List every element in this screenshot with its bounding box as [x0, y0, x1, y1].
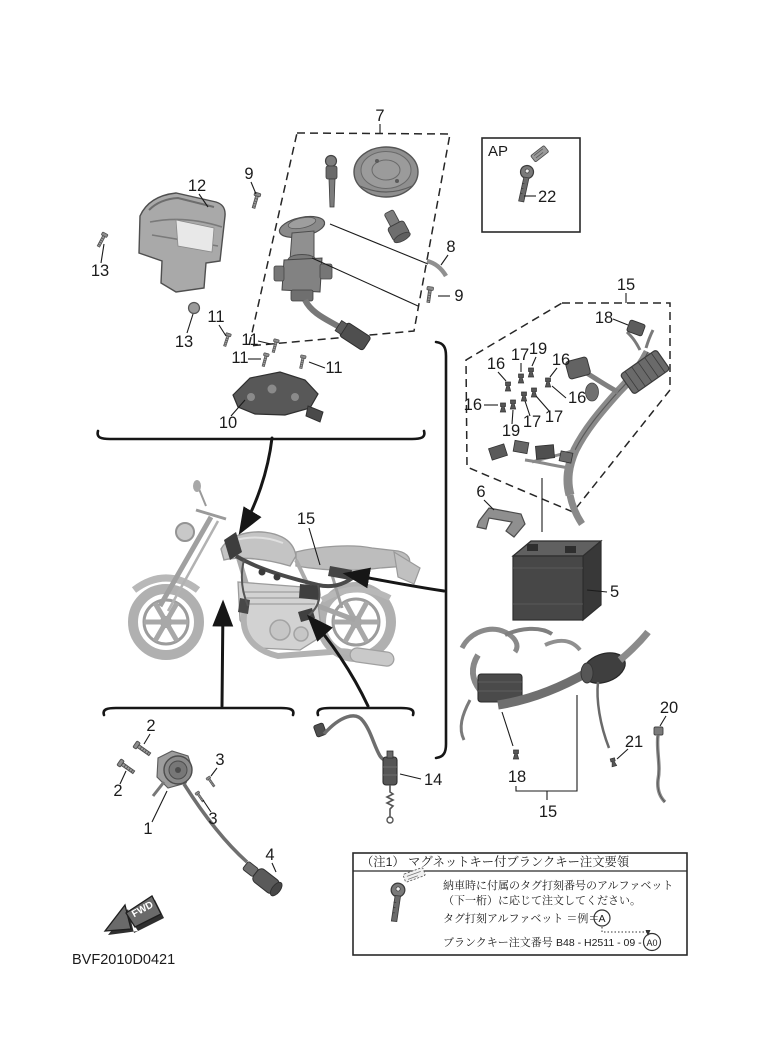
switch-bracket-group	[207, 308, 342, 432]
lock-barrel-part	[381, 208, 412, 245]
callout-6: 6	[476, 483, 486, 501]
clip-19-b	[510, 400, 515, 409]
note-line2: （下一桁）に応じて注文してください。	[443, 895, 641, 907]
part-9-screw-a	[250, 192, 260, 209]
part-3-screw-a	[206, 776, 216, 788]
part-20-band	[654, 727, 665, 802]
horn-stay	[153, 782, 164, 796]
right-brace	[436, 342, 446, 758]
fwd-marker	[105, 896, 164, 935]
leader-18-lower	[502, 712, 513, 746]
clip-17-b	[521, 392, 526, 401]
leader-18-upper	[613, 319, 628, 325]
part-11-screw-c	[261, 353, 270, 367]
clip-19-a	[528, 368, 533, 377]
spring-hook	[387, 817, 393, 823]
lower-wire-harness-group	[461, 629, 678, 821]
clip-17-a	[518, 374, 523, 383]
part-14-switch-body	[383, 751, 397, 785]
callout-17c: 17	[544, 408, 564, 426]
part-11-screw-a	[222, 333, 231, 347]
clip-21	[610, 758, 617, 767]
callout-16c: 16	[568, 389, 587, 407]
callout-20: 20	[659, 699, 679, 717]
callout-1: 1	[143, 820, 153, 838]
immobilizer-antenna-part	[326, 156, 338, 208]
callout-22: 22	[538, 188, 557, 206]
callout-17a: 17	[510, 346, 530, 364]
clip-18-lower	[513, 750, 518, 759]
drawing-number: BVF2010D0421	[72, 952, 176, 968]
callout-2b: 2	[113, 782, 123, 800]
part-8-cap	[427, 261, 446, 276]
callout-9b: 9	[454, 287, 464, 305]
note-line4-example: A0	[646, 938, 658, 948]
clip-16-b	[545, 378, 550, 387]
part-2-bolt-a	[133, 741, 152, 757]
callout-18-upper: 18	[594, 309, 614, 327]
sidestand-switch-group	[313, 716, 442, 823]
part-22-blank-key	[515, 164, 534, 202]
callout-13b: 13	[174, 333, 194, 351]
callout-2a: 2	[146, 717, 156, 735]
callout-15-upper: 15	[616, 276, 636, 294]
leader-3b	[203, 800, 211, 812]
part-4-connector-boot	[241, 859, 285, 898]
callout-21: 21	[624, 733, 644, 751]
leader-16c	[552, 386, 566, 398]
arrow-to-ignition-area	[241, 438, 272, 531]
callout-14: 14	[424, 771, 443, 789]
fwd-arrow-head	[105, 905, 131, 931]
leader-17c	[536, 396, 550, 412]
callout-15-bike: 15	[296, 510, 316, 528]
note-line4-label: ブランクキー注文番号	[443, 937, 553, 949]
callout-10: 10	[218, 414, 238, 432]
note-box-title: （注1） マグネットキー付ブランクキー注文要領	[361, 855, 630, 869]
fwd-label: FWD	[130, 899, 156, 921]
callout-15-lower: 15	[538, 803, 558, 821]
note-line4-number: B48 - H2511 - 09 -	[556, 937, 642, 949]
callout-9a: 9	[244, 165, 254, 183]
part-13-damper	[189, 303, 200, 314]
leader-8	[441, 255, 448, 265]
bottom-left-brace	[104, 708, 294, 715]
leader-19a	[532, 357, 536, 366]
switch-wire	[324, 716, 386, 760]
callout-16d: 16	[463, 396, 482, 414]
key-order-note-box	[353, 853, 687, 955]
callout-3a: 3	[215, 751, 225, 769]
callout-8: 8	[446, 238, 456, 256]
clip-17-c	[531, 388, 536, 397]
callout-12: 12	[187, 177, 207, 195]
part-11-screw-b	[271, 339, 280, 353]
part-2-bolt-b	[117, 759, 136, 775]
callout-19a: 19	[528, 340, 548, 358]
note-line1: 納車時に付属のタグ打刻番号のアルファベット	[443, 880, 674, 892]
part-13-screw	[96, 232, 108, 248]
part-5-battery	[513, 541, 601, 620]
note-line3-example: A	[598, 913, 606, 925]
callout-11a: 11	[207, 308, 225, 326]
part-10-bracket	[233, 372, 318, 415]
switch-cover-disc-part	[354, 147, 418, 197]
leader-11d	[309, 362, 325, 368]
key-cylinder-cover-group	[91, 177, 225, 351]
leader-16a	[498, 372, 506, 381]
arrow-to-horn-area	[222, 604, 223, 706]
part-9-screw-b	[425, 286, 434, 302]
harness-illustration-lower	[461, 629, 648, 748]
leader-11a	[219, 325, 226, 336]
leader-9a	[251, 182, 256, 194]
ap-box-label: AP	[488, 143, 509, 160]
callout-16b: 16	[551, 351, 571, 369]
leader-16b	[550, 368, 557, 377]
note-line3-label: タグ打刻アルファベット ＝例＝	[443, 913, 600, 925]
main-switch-assembly-group	[244, 107, 463, 351]
callout-16a: 16	[486, 355, 506, 373]
switch-connector	[313, 723, 327, 738]
part-6-bracket	[477, 508, 525, 537]
callout-11c: 11	[231, 349, 249, 367]
callout-18-lower: 18	[507, 768, 527, 786]
leader-11b	[258, 341, 271, 344]
leader-20	[660, 716, 666, 726]
part-11-screw-d	[298, 355, 306, 369]
leader-2b	[120, 771, 126, 784]
battery-group	[476, 478, 619, 620]
callout-4: 4	[265, 846, 275, 864]
callout-11d: 11	[325, 359, 343, 377]
assembly-7-dashed-box	[249, 133, 450, 346]
clip-16-a	[505, 382, 510, 391]
leader-13b	[187, 314, 193, 333]
callout-19b: 19	[501, 422, 521, 440]
clip-16-d	[500, 403, 505, 412]
top-brace	[98, 431, 425, 439]
leader-2a	[144, 734, 150, 744]
callout-13a: 13	[90, 262, 110, 280]
callout-7: 7	[375, 107, 385, 125]
motorcycle-illustration	[133, 480, 420, 667]
leader-13a	[101, 244, 104, 263]
bottom-right-brace	[318, 708, 414, 715]
key-tag	[531, 145, 549, 162]
callout-11b: 11	[241, 331, 259, 349]
leader-21	[617, 749, 628, 759]
leader-4	[272, 863, 276, 872]
leader-14	[400, 774, 421, 779]
ap-variant-box	[482, 138, 580, 232]
upper-wire-harness-group	[464, 276, 670, 524]
switch-spring	[387, 785, 393, 817]
leader-3a	[211, 768, 217, 776]
callout-5: 5	[610, 583, 620, 601]
callout-17b: 17	[522, 413, 542, 431]
horn-group	[113, 717, 284, 898]
callout-3b: 3	[208, 810, 218, 828]
